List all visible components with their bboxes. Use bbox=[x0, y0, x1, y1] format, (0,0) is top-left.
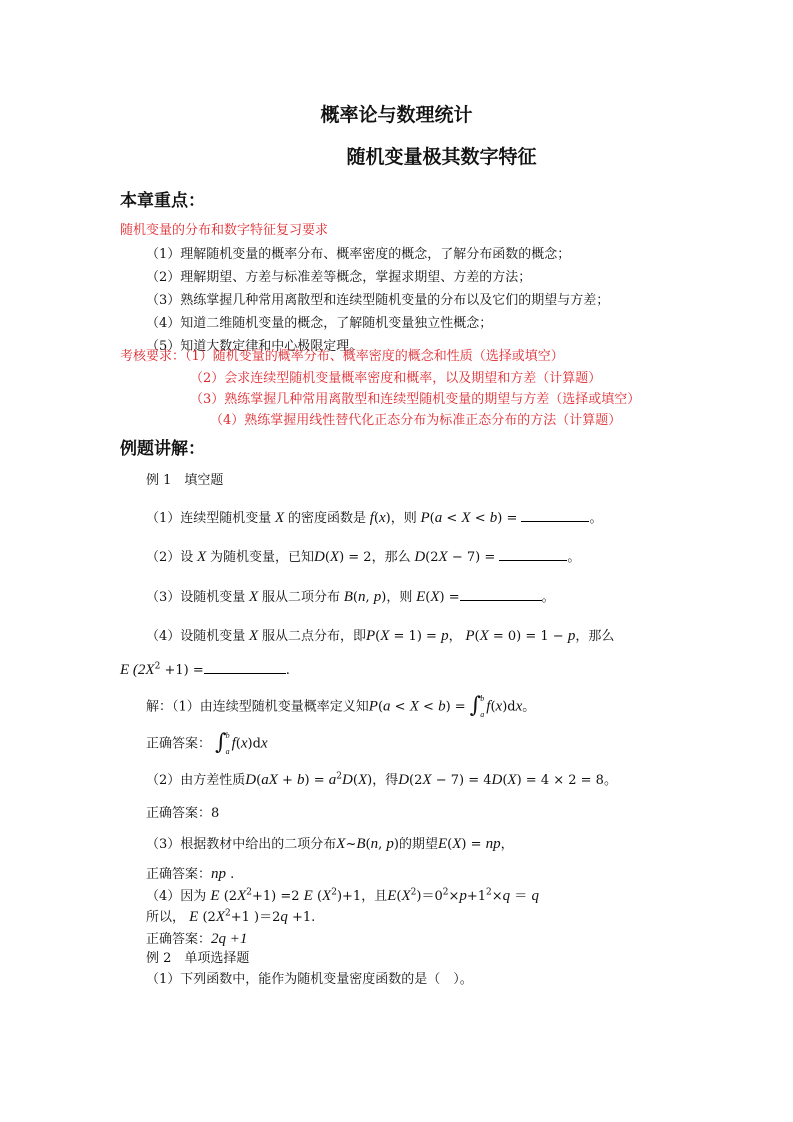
section-heading-examples: 例题讲解： bbox=[120, 439, 205, 459]
solution-2: （2）由方差性质$D(aX + b) = a^2D(X)$，得D(2X − 7) = 4D(X) = 4 × 2 = 8。 bbox=[146, 771, 617, 788]
answer-3: 正确答案：np . bbox=[146, 866, 235, 882]
question-3: （3）设随机变量 X 服从二项分布 B(n, p)，则 E(X) = 。 bbox=[146, 589, 555, 605]
review-item: （2）理解期望、方差与标准差等概念，掌握求期望、方差的方法； bbox=[146, 270, 532, 285]
example-2-label: 例 2 单项选择题 bbox=[146, 951, 250, 966]
answer-blank[interactable] bbox=[460, 588, 542, 601]
example-1-label: 例 1 填空题 bbox=[146, 473, 224, 488]
section-heading-focus: 本章重点： bbox=[120, 191, 205, 211]
question-2: （2）设 X 为随机变量，已知D(X) = 2，那么 D(2X − 7) = 。 bbox=[146, 549, 581, 565]
answer-1: 正确答案： ∫ b a f(x)dx bbox=[146, 730, 268, 756]
exam-label: 考核要求： bbox=[120, 349, 186, 364]
answer-2: 正确答案：8 bbox=[146, 806, 220, 821]
exam-item: （3）熟练掌握几种常用离散型和连续型随机变量的期望与方差（选择或填空） bbox=[190, 392, 641, 407]
question-4-expression: E $(2X^2 +1)$ = . bbox=[120, 661, 290, 678]
doc-title: 概率论与数理统计 bbox=[320, 104, 473, 126]
solution-4-conclusion: 所以， E ($2X^2+1$ )＝2q +1. bbox=[146, 908, 316, 925]
exam-item: （1）随机变量的概率分布、概率密度的概念和性质（选择或填空） bbox=[185, 349, 564, 364]
answer-blank[interactable] bbox=[499, 548, 567, 561]
solution-4: （4）因为 E $(2X^2+1) =2$ E $(X^2)+1$，且$E(X^2)=0^2\times p+1^2\times q = q$ bbox=[146, 887, 539, 904]
review-item: （4）知道二维随机变量的概念，了解随机变量独立性概念； bbox=[146, 316, 493, 331]
integral-symbol: ∫ b a bbox=[469, 693, 485, 719]
solution-1: 解：（1）由连续型随机变量概率定义知P(a < X < b) = ∫ b a f(x)dx。 bbox=[146, 693, 536, 719]
integral-symbol: ∫ b a bbox=[215, 730, 230, 756]
solution-3: （3）根据教材中给出的二项分布X~B(n, p)的期望E(X) = np， bbox=[146, 836, 514, 852]
question-4: （4）设随机变量 X 服从二点分布，即P(X = 1) = p， P(X = 0) = 1 − p，那么 bbox=[146, 628, 615, 644]
review-item: （3）熟练掌握几种常用离散型和连续型随机变量的分布以及它们的期望与方差； bbox=[146, 293, 610, 308]
exam-item: （4）熟练掌握用线性替代化正态分布为标准正态分布的方法（计算题） bbox=[210, 413, 622, 428]
review-item: （5）知道大数定律和中心极限定理。 bbox=[146, 339, 363, 354]
exam-requirements bbox=[120, 350, 564, 363]
question-1: （1）连续型随机变量 X 的密度函数是 f(x)，则 P(a < X < b) = 。 bbox=[146, 510, 603, 526]
exam-item: （2）会求连续型随机变量概率密度和概率，以及期望和方差（计算题） bbox=[190, 371, 602, 386]
example-2-question-1: （1）下列函数中，能作为随机变量密度函数的是（ ）。 bbox=[146, 972, 473, 987]
answer-4: 正确答案：2q +1 bbox=[146, 931, 248, 947]
answer-blank[interactable] bbox=[521, 509, 589, 522]
answer-blank[interactable] bbox=[204, 661, 286, 674]
review-item: （1）理解随机变量的概率分布、概率密度的概念，了解分布函数的概念； bbox=[146, 247, 571, 262]
review-heading: 随机变量的分布和数字特征复习要求 bbox=[120, 223, 329, 238]
doc-subtitle: 随机变量极其数字特征 bbox=[346, 146, 537, 168]
